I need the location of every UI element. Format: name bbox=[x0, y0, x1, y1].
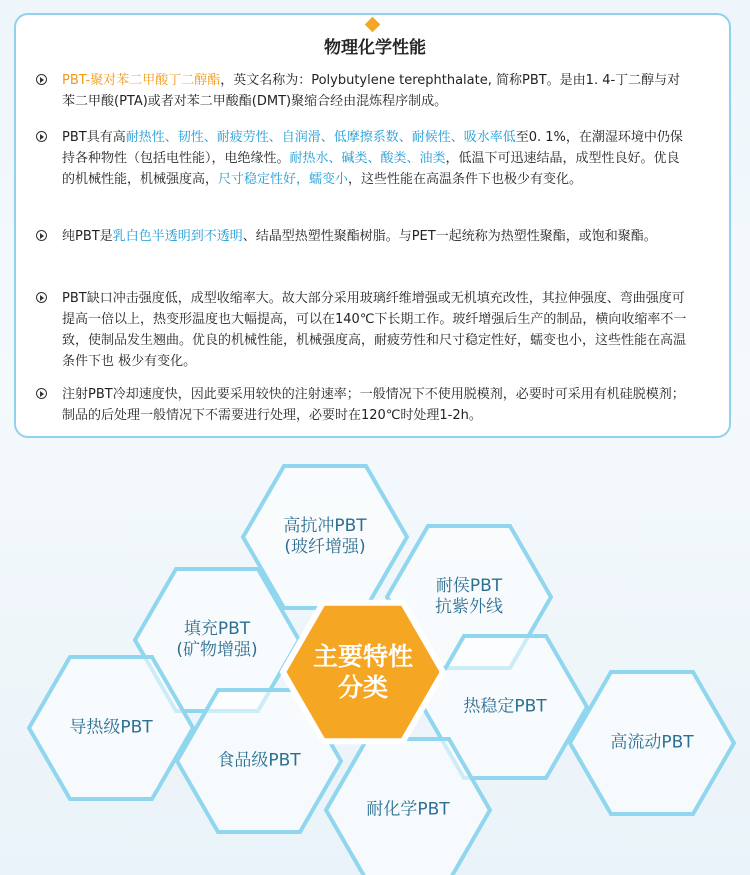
paragraph-appearance bbox=[62, 226, 692, 247]
bullet-icon bbox=[36, 292, 47, 303]
hex-label-weather bbox=[435, 576, 503, 618]
bullet-icon bbox=[36, 74, 47, 85]
hex-label-line1: 食品级PBT bbox=[217, 750, 301, 771]
paragraph-reinforcement bbox=[62, 288, 692, 372]
hex-label-filled bbox=[176, 619, 257, 661]
paragraph-text-segment: 注射PBT冷却速度快，因此要采用较快的注射速率；一般情况下不使用脱模剂，必要时可采用有机硅脱模剂；制品的后处理一般情况下不需要进行处理，必要时在120℃时处理1-2h。 bbox=[62, 387, 685, 423]
paragraph-text-segment: 尺寸稳定性好，蠕变小 bbox=[218, 172, 349, 187]
hex-label-high-flow bbox=[610, 733, 693, 754]
hex-label-line1: 耐侯PBT bbox=[435, 576, 503, 596]
hex-label-line1: 填充PBT bbox=[183, 619, 251, 639]
section-title: 物理化学性能 bbox=[324, 38, 426, 58]
paragraph-definition bbox=[62, 70, 692, 112]
hex-label-line1: 高流动PBT bbox=[610, 732, 694, 753]
hex-label-chemical bbox=[366, 800, 449, 821]
paragraph-text-segment: PBT缺口冲击强度低，成型收缩率大。故大部分采用玻璃纤维增强或无机填充改性，其拉伸强度、弯曲强度可提高一倍以上，热变形温度也大幅提高，可以在140℃下长期工作。玻纤增强后生产的制品，横向收缩率不一致，使制品发生翘曲。优良的机械性能，机械强度高，耐疲劳性和尺寸稳定性好，蠕变也小，这些性能在高温条件下也 极少有变化。 bbox=[62, 291, 687, 369]
paragraph-text-segment: 、结晶型热塑性聚酯树脂。与PET一起统称为热塑性聚酯，或饱和聚酯。 bbox=[242, 229, 657, 244]
paragraph-text-segment: PBT具有高 bbox=[62, 130, 126, 145]
paragraph-text-segment: 耐热性、韧性、耐疲劳性、自润滑、低摩擦系数、耐候性、吸水率低 bbox=[125, 130, 516, 145]
hex-label-line2: 抗紫外线 bbox=[435, 597, 503, 617]
hex-label-food bbox=[217, 751, 300, 772]
bullet-icon bbox=[36, 131, 47, 142]
paragraph-text-segment: PBT-聚对苯二甲酸丁二醇酯 bbox=[62, 73, 221, 88]
hex-label-line1: 热稳定PBT bbox=[463, 696, 547, 717]
paragraph-text-segment: 耐热水、碱类、酸类、油类 bbox=[289, 151, 446, 166]
hex-label-line1: 导热级PBT bbox=[69, 717, 153, 738]
paragraph-text-segment: 纯PBT是 bbox=[62, 229, 113, 244]
paragraph-text-segment: ，低温下可迅速结晶，成型性良好。优良的机械性能，机械强度高， bbox=[62, 151, 680, 187]
bullet-icon bbox=[36, 388, 47, 399]
hex-label-line2: (矿物增强) bbox=[176, 640, 258, 660]
hex-label-line1: 耐化学PBT bbox=[366, 799, 450, 820]
hex-label-heat-stable bbox=[463, 697, 546, 718]
paragraph-text-segment: 乳白色半透明到不透明 bbox=[112, 229, 243, 244]
hex-label-line2: (玻纤增强) bbox=[284, 537, 366, 557]
paragraph-processing bbox=[62, 384, 692, 426]
hex-label-thermal bbox=[69, 718, 152, 739]
paragraph-text-segment: ，英文名称为：Polybutylene terephthalate, 简称PBT。是由1. 4-丁二醇与对苯二甲酸(PTA)或者对苯二甲酸酯(DMT)聚缩合经由混炼程序制成。 bbox=[62, 73, 681, 109]
paragraph-text-segment: ，这些性能在高温条件下也极少有变化。 bbox=[348, 172, 583, 187]
paragraph-properties bbox=[62, 127, 692, 190]
paragraph-text-segment: 至0. 1%，在潮湿环境中仍保持各种物性（包括电性能），电绝缘性。 bbox=[62, 130, 683, 166]
bullet-icon bbox=[36, 230, 47, 241]
hex-label-line1: 高抗冲PBT bbox=[283, 516, 367, 536]
hex-label-high-impact bbox=[283, 516, 366, 558]
hex-center-label: 主要特性分类 bbox=[312, 642, 413, 702]
